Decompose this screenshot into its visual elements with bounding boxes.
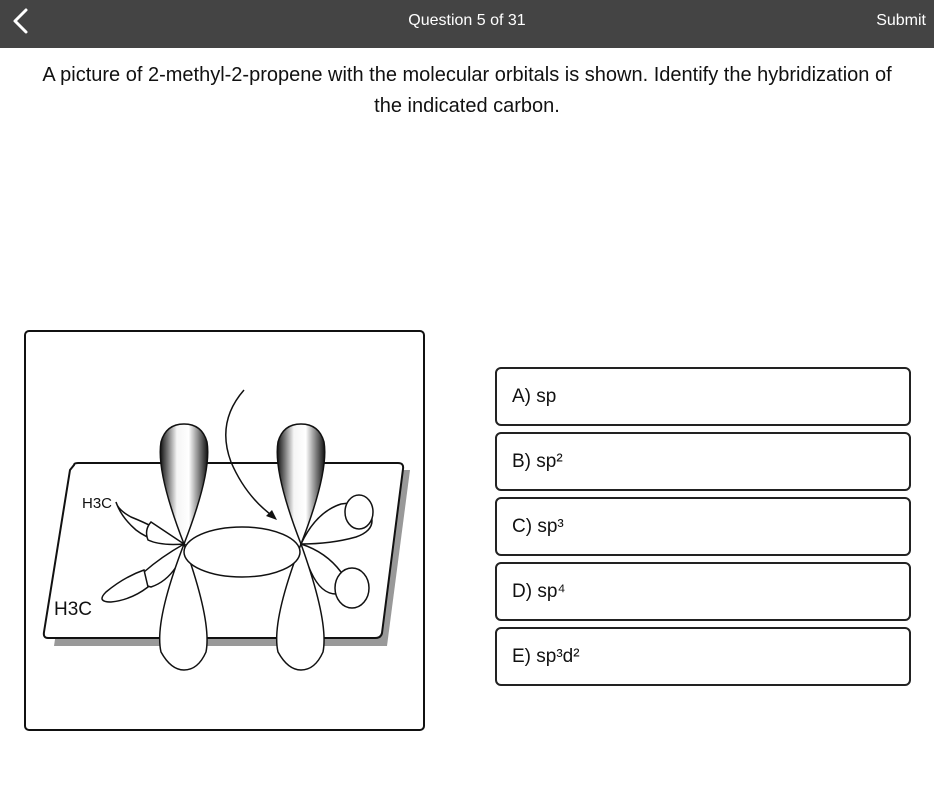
option-label: E) sp³d² — [512, 646, 580, 667]
option-label: B) sp² — [512, 451, 563, 472]
orbital-figure — [24, 330, 425, 731]
answer-options — [495, 367, 911, 692]
option-a[interactable] — [495, 367, 911, 426]
question-text: A picture of 2-methyl-2-propene with the molecular orbitals is shown. Identify the hybridization of the indicated carbon. — [42, 64, 892, 117]
option-label: A) sp — [512, 386, 557, 407]
methyl-label-lower: H3C — [54, 599, 93, 620]
submit-button[interactable]: Submit — [876, 12, 926, 29]
option-label: D) sp⁴ — [512, 581, 566, 602]
option-c[interactable] — [495, 497, 911, 556]
sigma-bond — [184, 527, 300, 577]
option-d[interactable] — [495, 562, 911, 621]
methyl-label-upper: H3C — [82, 495, 113, 512]
orbital-diagram — [26, 332, 423, 729]
option-e[interactable] — [495, 627, 911, 686]
top-bar — [0, 0, 934, 48]
option-label: C) sp³ — [512, 516, 564, 537]
option-b[interactable] — [495, 432, 911, 491]
question-counter: Question 5 of 31 — [408, 12, 526, 29]
